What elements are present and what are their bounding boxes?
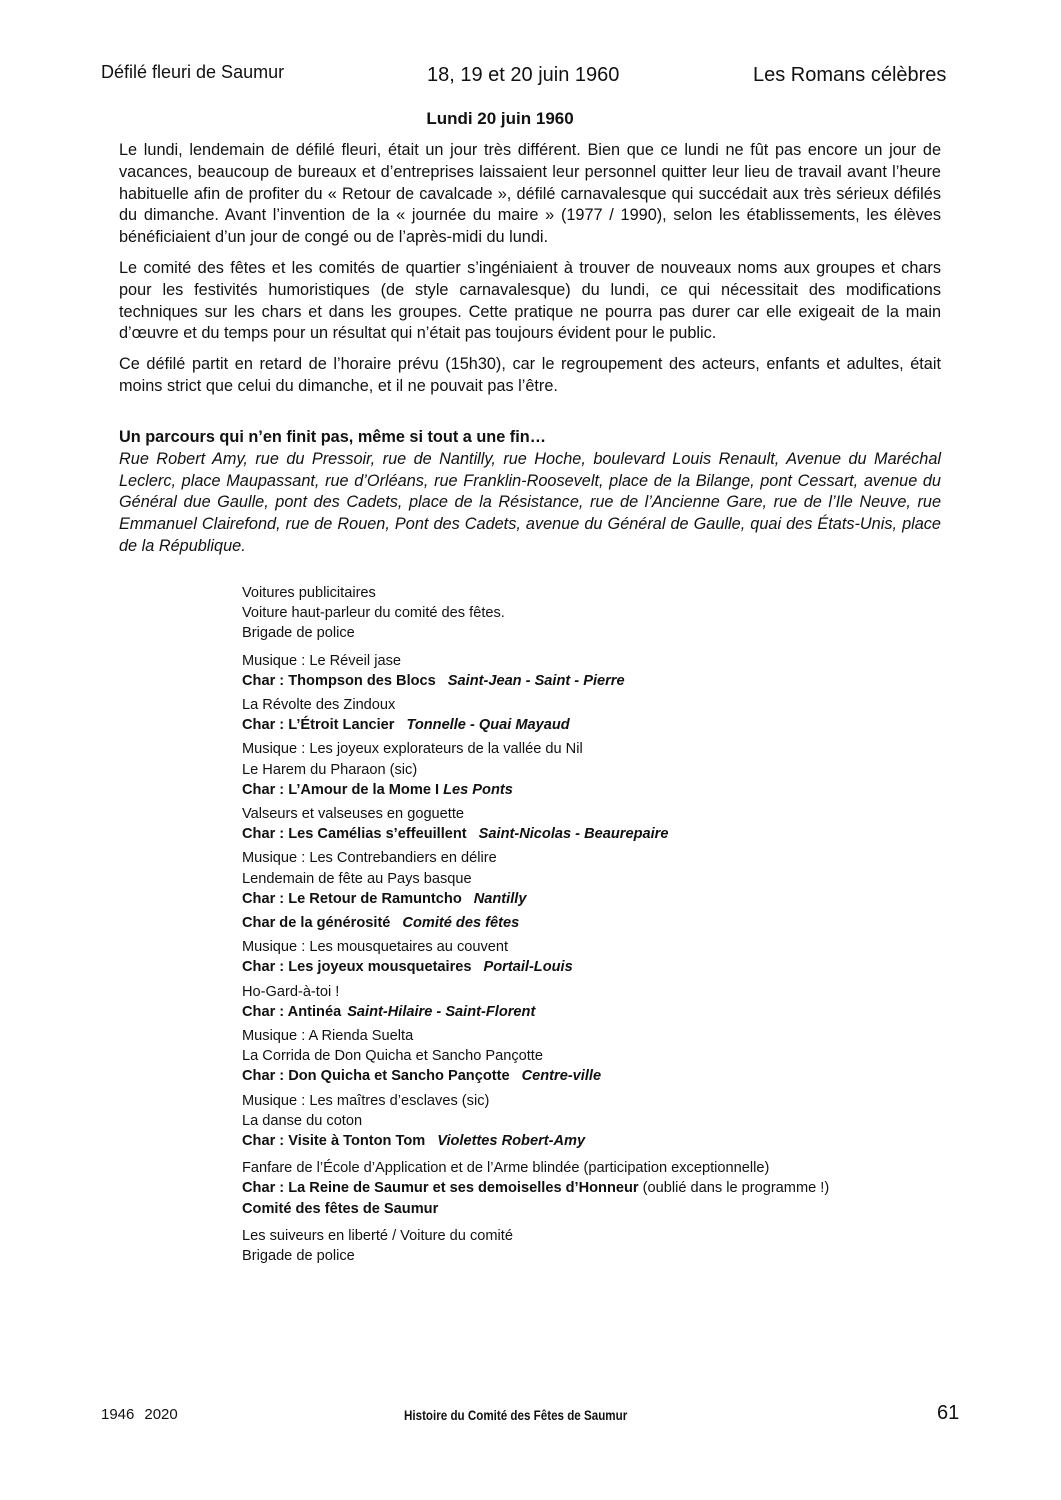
char-name: Char : Les Camélias s’effeuillent bbox=[242, 826, 467, 843]
char-district: Portail-Louis bbox=[483, 959, 573, 976]
footer-year-end: 2020 bbox=[144, 1406, 178, 1423]
program-group bbox=[242, 1026, 942, 1087]
char-name: Char : Thompson des Blocs bbox=[242, 672, 436, 689]
program-group bbox=[242, 1158, 942, 1219]
header-event-title: Défilé fleuri de Saumur bbox=[101, 62, 285, 82]
char-line bbox=[242, 1178, 942, 1198]
program-line: Musique : Le Réveil jase bbox=[242, 652, 401, 669]
char-district: Nantilly bbox=[473, 890, 527, 907]
footer-book-title: Histoire du Comité des Fêtes de Saumur bbox=[404, 1408, 628, 1423]
program-group bbox=[242, 695, 942, 735]
char-line bbox=[242, 889, 942, 909]
char-line bbox=[242, 1131, 942, 1151]
program-group bbox=[242, 913, 942, 933]
char-name: Char : Visite à Tonton Tom bbox=[242, 1133, 426, 1150]
char-committee: Comité des fêtes de Saumur bbox=[242, 1200, 439, 1217]
char-district: Les Ponts bbox=[443, 781, 513, 798]
char-district: Tonnelle - Quai Mayaud bbox=[406, 717, 570, 734]
program-line: La danse du coton bbox=[242, 1112, 363, 1129]
program-group-outro bbox=[242, 1226, 942, 1266]
program-line: La Corrida de Don Quicha et Sancho Pançotte bbox=[242, 1048, 543, 1065]
program-line: Musique : Les mousquetaires au couvent bbox=[242, 939, 509, 956]
char-line bbox=[242, 1002, 942, 1022]
paragraph: Le comité des fêtes et les comités de quartier s’ingéniaient à trouver de nouveaux noms aux groupes et chars pour les festivités humoristiques (de style carnavalesque) du lundi, ce qui nécessitait des modifications techniques sur les chars et dans les groupes. Cette pratique ne pourra pas durer car elle exigeait de la main d’œuvre et du temps pour un résultat qui n’était pas toujours évident pour le public. bbox=[119, 258, 941, 343]
program-line: Musique : Les joyeux explorateurs de la vallée du Nil bbox=[242, 741, 583, 758]
program-line: Ho-Gard-à-toi ! bbox=[242, 983, 340, 1000]
char-district: Comité des fêtes bbox=[402, 915, 520, 932]
footer-year-start: 1946 bbox=[101, 1406, 135, 1423]
header-dates: 18, 19 et 20 juin 1960 bbox=[427, 64, 620, 86]
paragraph: Ce défilé partit en retard de l’horaire prévu (15h30), car le regroupement des acteurs, enfants et adultes, était moins strict que celui du dimanche, et il ne pouvait pas l’être. bbox=[119, 355, 941, 395]
char-district: Saint-Nicolas - Beaurepaire bbox=[478, 826, 669, 843]
program-group bbox=[242, 937, 942, 977]
char-district: Saint-Jean - Saint - Pierre bbox=[447, 672, 625, 689]
char-line bbox=[242, 913, 942, 933]
intro-text bbox=[119, 140, 941, 407]
program-line: Fanfare de l’École d’Application et de l’Arme blindée (participation exceptionnelle) bbox=[242, 1160, 770, 1177]
program-group bbox=[242, 651, 942, 691]
char-district: Centre-ville bbox=[521, 1068, 602, 1085]
program-group bbox=[242, 739, 942, 800]
paragraph: Le lundi, lendemain de défilé fleuri, était un jour très différent. Bien que ce lundi ne fût pas encore un jour de vacances, beaucoup de bureaux et d’entreprises laissaient leur personnel quitter leur lieu de travail avant l’heure habituelle afin de profiter du « Retour de cavalcade », défilé carnavalesque qui succédait aux très sérieux défilés du dimanche. Avant l’invention de la « journée du maire » (1977 / 1990), selon les établissements, les élèves bénéficiaient d’un jour de congé ou de l’après-midi du lundi. bbox=[119, 141, 941, 247]
char-line bbox=[242, 1066, 942, 1086]
char-district: Violettes Robert-Amy bbox=[437, 1133, 586, 1150]
route-title: Un parcours qui n’en finit pas, même si tout a une fin… bbox=[119, 428, 546, 446]
char-district: Saint-Hilaire - Saint-Florent bbox=[347, 1003, 536, 1020]
program-group-intro bbox=[242, 583, 942, 644]
program-line: Voiture haut-parleur du comité des fêtes. bbox=[242, 605, 505, 622]
program-line: Valseurs et valseuses en goguette bbox=[242, 806, 465, 823]
section-title: Lundi 20 juin 1960 bbox=[426, 109, 574, 128]
char-line bbox=[242, 715, 942, 735]
program-group bbox=[242, 804, 942, 844]
char-name: Char : Don Quicha et Sancho Pançotte bbox=[242, 1068, 510, 1085]
program-line: Brigade de police bbox=[242, 625, 355, 642]
parade-program bbox=[242, 583, 942, 1270]
program-line: Musique : A Rienda Suelta bbox=[242, 1028, 414, 1045]
char-line bbox=[242, 780, 942, 800]
program-line: Musique : Les Contrebandiers en délire bbox=[242, 850, 497, 867]
program-group bbox=[242, 1091, 942, 1152]
footer-years bbox=[101, 1406, 178, 1423]
program-line: Voitures publicitaires bbox=[242, 585, 376, 601]
char-name: Char : Antinéa bbox=[242, 1003, 342, 1020]
char-name: Char : L’Étroit Lancier bbox=[242, 717, 395, 734]
char-name: Char : L’Amour de la Mome I bbox=[242, 781, 440, 798]
program-group bbox=[242, 848, 942, 909]
route-streets: Rue Robert Amy, rue du Pressoir, rue de Nantilly, rue Hoche, boulevard Louis Renault, Avenue du Maréchal Leclerc, place Maupassant, rue d’Orléans, rue Franklin-Roosevelt, place de la Bilange, pont Cessart, avenue du Général due Gaulle, pont des Cadets, place de la Résistance, rue de l’Ancienne Gare, rue de l’Ile Neuve, rue Emmanuel Clairefond, rue de Rouen, Pont des Cadets, avenue du Général de Gaulle, quai des États-Unis, place de la République. bbox=[119, 449, 941, 555]
page-number: 61 bbox=[937, 1402, 960, 1424]
program-group bbox=[242, 982, 942, 1022]
char-line bbox=[242, 824, 942, 844]
char-note: (oublié dans le programme !) bbox=[638, 1180, 830, 1197]
char-name: Char : Le Retour de Ramuntcho bbox=[242, 890, 462, 907]
program-line: La Révolte des Zindoux bbox=[242, 697, 396, 714]
char-line bbox=[242, 957, 942, 977]
program-line: Les suiveurs en liberté / Voiture du comité bbox=[242, 1227, 513, 1244]
char-name: Char : Les joyeux mousquetaires bbox=[242, 959, 472, 976]
program-line: Le Harem du Pharaon (sic) bbox=[242, 761, 418, 778]
program-line: Brigade de police bbox=[242, 1248, 355, 1265]
char-name: Char de la générosité bbox=[242, 915, 391, 932]
char-line bbox=[242, 671, 942, 691]
route-section bbox=[119, 427, 941, 558]
char-name: Char : La Reine de Saumur et ses demoiselles d’Honneur bbox=[242, 1180, 639, 1197]
program-line: Lendemain de fête au Pays basque bbox=[242, 870, 472, 887]
program-line: Musique : Les maîtres d’esclaves (sic) bbox=[242, 1092, 490, 1109]
header-theme: Les Romans célèbres bbox=[753, 64, 947, 86]
